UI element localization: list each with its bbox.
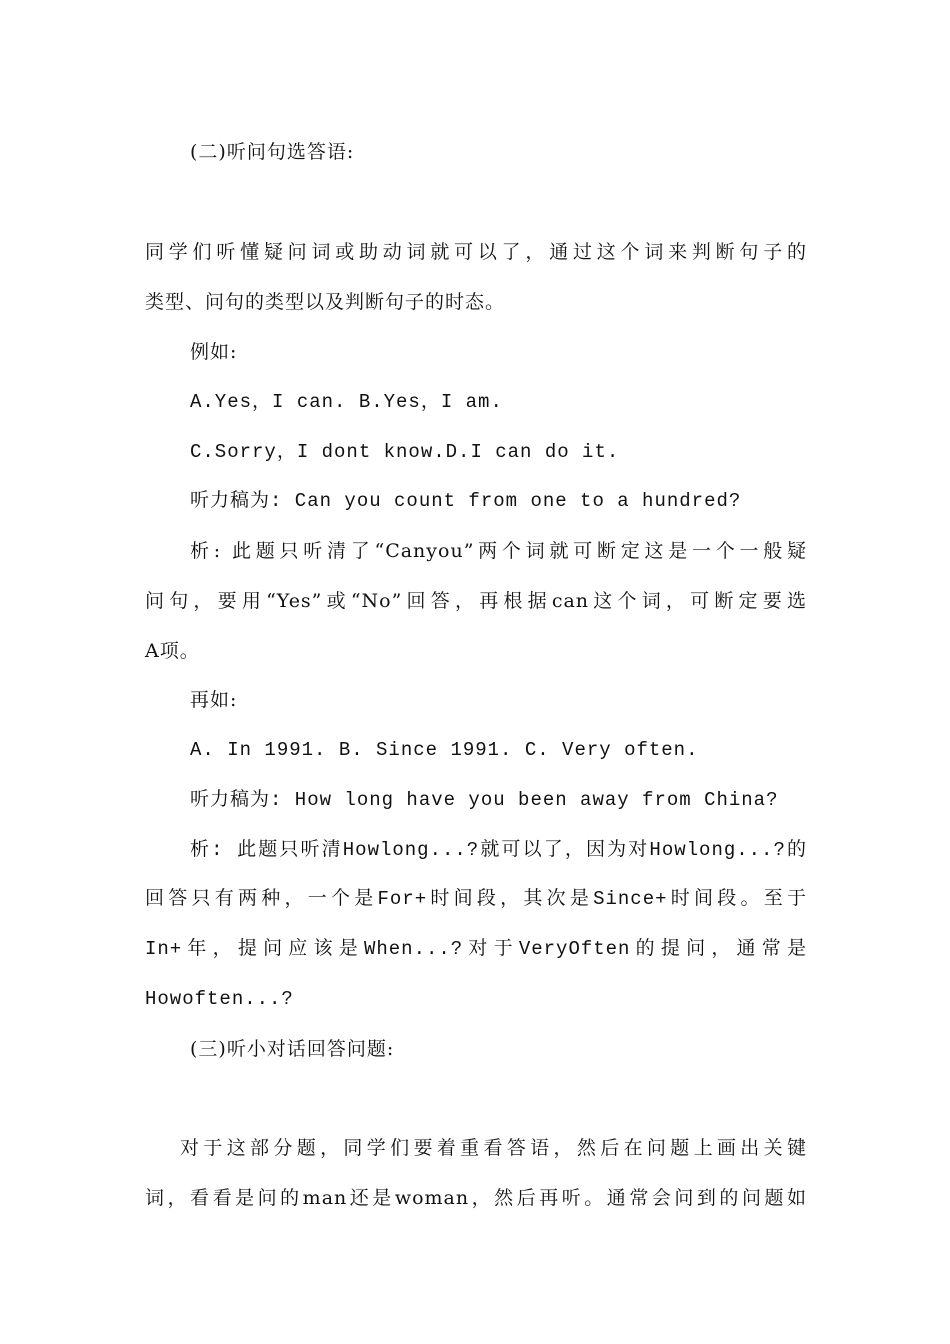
paragraph-line: 词，看看是问的man还是woman，然后再听。通常会问到的问题如	[145, 1187, 807, 1209]
analysis-line: A项。	[145, 640, 200, 662]
analysis-line: 问句，要用“Yes”或“No”回答，再根据can这个词，可断定要选	[145, 590, 807, 612]
example-label: 例如:	[190, 341, 238, 363]
analysis-line: Howoften...?	[145, 988, 294, 1010]
answer-options: C.Sorry，I dont know.D.I can do it.	[190, 441, 620, 463]
paragraph-line: 同学们听懂疑问词或助动词就可以了，通过这个词来判断句子的	[145, 241, 807, 263]
paragraph-line: 类型、问句的类型以及判断句子的时态。	[145, 291, 506, 313]
listening-transcript: 听力稿为: How long have you been away from China?	[190, 789, 779, 811]
paragraph-line: 对于这部分题，同学们要着重看答语，然后在问题上画出关键	[180, 1137, 807, 1159]
analysis-line: 析: 此题只听清Howlong...?就可以了，因为对Howlong...?的	[190, 839, 807, 861]
analysis-line: 回答只有两种，一个是For+时间段，其次是Since+时间段。至于	[145, 888, 807, 910]
example-label: 再如:	[190, 689, 238, 711]
section-heading: (二)听问句选答语:	[190, 141, 355, 163]
analysis-line: 析: 此题只听清了“Canyou”两个词就可断定这是一个一般疑	[190, 540, 807, 562]
answer-options: A. In 1991. B. Since 1991. C. Very often.	[190, 739, 699, 761]
analysis-line: In+年，提问应该是When...?对于VeryOften的提问，通常是	[145, 938, 807, 960]
answer-options: A.Yes，I can. B.Yes，I am.	[190, 391, 503, 413]
listening-transcript: 听力稿为: Can you count from one to a hundred?	[190, 490, 742, 512]
section-heading: (三)听小对话回答问题:	[190, 1038, 395, 1060]
